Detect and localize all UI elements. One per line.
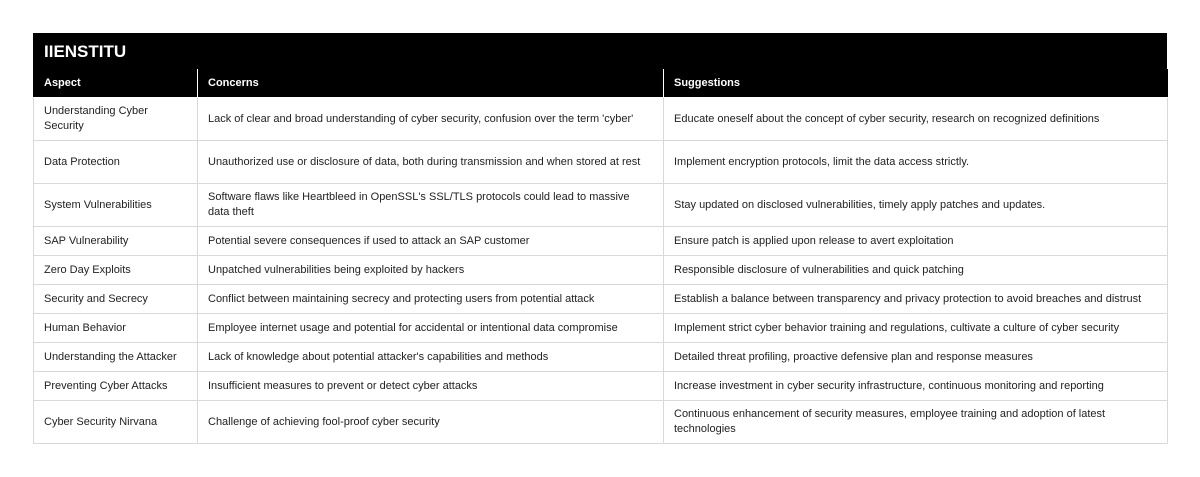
suggestions-cell: Educate oneself about the concept of cyber security, research on recognized definitions xyxy=(664,98,1168,141)
aspect-cell: Understanding Cyber Security xyxy=(34,98,198,141)
comparison-table xyxy=(33,69,1168,444)
table-row xyxy=(34,343,1168,372)
concerns-cell: Conflict between maintaining secrecy and protecting users from potential attack xyxy=(198,285,664,314)
table-row xyxy=(34,141,1168,184)
suggestions-cell: Implement encryption protocols, limit the data access strictly. xyxy=(664,141,1168,184)
table-container xyxy=(33,33,1167,444)
column-header-suggestions: Suggestions xyxy=(664,69,1168,98)
suggestions-cell: Stay updated on disclosed vulnerabilities, timely apply patches and updates. xyxy=(664,184,1168,227)
concerns-cell: Lack of clear and broad understanding of cyber security, confusion over the term 'cyber' xyxy=(198,98,664,141)
table-row xyxy=(34,372,1168,401)
table-row xyxy=(34,314,1168,343)
table-row xyxy=(34,184,1168,227)
aspect-cell: System Vulnerabilities xyxy=(34,184,198,227)
concerns-cell: Unauthorized use or disclosure of data, both during transmission and when stored at rest xyxy=(198,141,664,184)
aspect-cell: Cyber Security Nirvana xyxy=(34,401,198,444)
concerns-cell: Challenge of achieving fool-proof cyber security xyxy=(198,401,664,444)
suggestions-cell: Establish a balance between transparency and privacy protection to avoid breaches and distrust xyxy=(664,285,1168,314)
suggestions-cell: Responsible disclosure of vulnerabilities and quick patching xyxy=(664,256,1168,285)
concerns-cell: Unpatched vulnerabilities being exploited by hackers xyxy=(198,256,664,285)
table-row xyxy=(34,256,1168,285)
concerns-cell: Insufficient measures to prevent or detect cyber attacks xyxy=(198,372,664,401)
suggestions-cell: Implement strict cyber behavior training and regulations, cultivate a culture of cyber security xyxy=(664,314,1168,343)
concerns-cell: Lack of knowledge about potential attacker's capabilities and methods xyxy=(198,343,664,372)
table-row xyxy=(34,285,1168,314)
suggestions-cell: Detailed threat profiling, proactive defensive plan and response measures xyxy=(664,343,1168,372)
suggestions-cell: Continuous enhancement of security measures, employee training and adoption of latest technologies xyxy=(664,401,1168,444)
concerns-cell: Employee internet usage and potential for accidental or intentional data compromise xyxy=(198,314,664,343)
concerns-cell: Software flaws like Heartbleed in OpenSSL's SSL/TLS protocols could lead to massive data theft xyxy=(198,184,664,227)
aspect-cell: Human Behavior xyxy=(34,314,198,343)
table-row xyxy=(34,227,1168,256)
suggestions-cell: Increase investment in cyber security infrastructure, continuous monitoring and reporting xyxy=(664,372,1168,401)
header-row xyxy=(34,69,1168,98)
aspect-cell: Security and Secrecy xyxy=(34,285,198,314)
table-row xyxy=(34,98,1168,141)
aspect-cell: Zero Day Exploits xyxy=(34,256,198,285)
aspect-cell: Understanding the Attacker xyxy=(34,343,198,372)
suggestions-cell: Ensure patch is applied upon release to avert exploitation xyxy=(664,227,1168,256)
brand-title: IIENSTITU xyxy=(33,33,1167,69)
aspect-cell: SAP Vulnerability xyxy=(34,227,198,256)
table-row xyxy=(34,401,1168,444)
aspect-cell: Preventing Cyber Attacks xyxy=(34,372,198,401)
column-header-concerns: Concerns xyxy=(198,69,664,98)
aspect-cell: Data Protection xyxy=(34,141,198,184)
column-header-aspect: Aspect xyxy=(34,69,198,98)
concerns-cell: Potential severe consequences if used to attack an SAP customer xyxy=(198,227,664,256)
